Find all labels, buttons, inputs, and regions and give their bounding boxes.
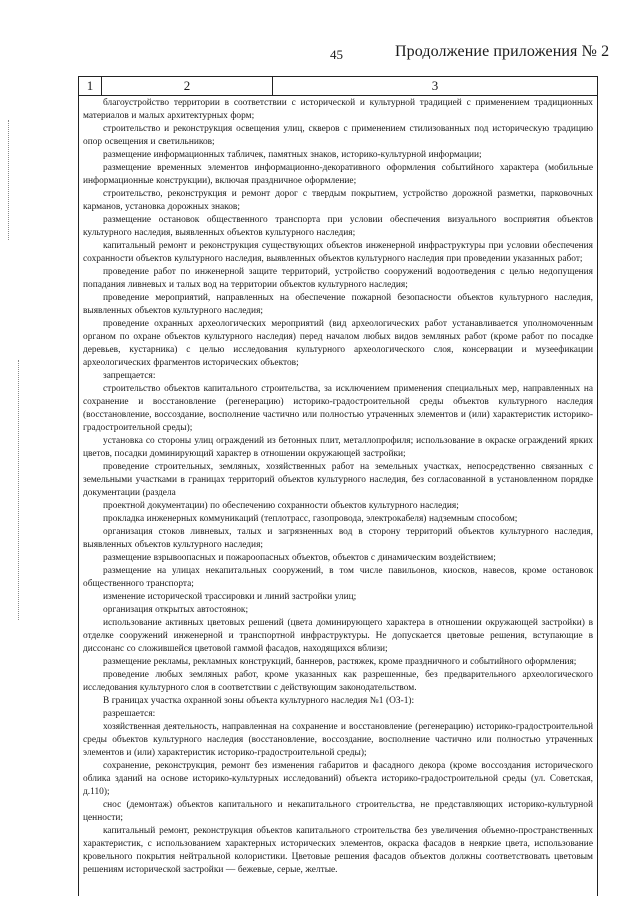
text-paragraph: прокладка инженерных коммуникаций (теплотрасс, газопровода, электрокабеля) надземным способом; xyxy=(103,514,518,524)
text-paragraph: запрещается: xyxy=(103,371,156,381)
table-header-row xyxy=(78,76,598,96)
text-paragraph: разрешается: xyxy=(103,709,156,719)
text-paragraph: изменение исторической трассировки и линий застройки улиц; xyxy=(103,592,357,602)
text-paragraph: проведение мероприятий, направленных на обеспечение пожарной безопасности объектов культурного наследия, выявленных объектов культурного наследия; xyxy=(83,293,593,316)
table-body-cell xyxy=(78,96,598,896)
text-paragraph: размещение временных элементов информационно-декоративного оформления событийного характера (мобильные информационные конструкции), включая праздничное оформление; xyxy=(83,163,593,186)
text-paragraph: организация открытых автостоянок; xyxy=(103,605,249,615)
text-paragraph: В границах участка охранной зоны объекта культурного наследия №1 (ОЗ-1): xyxy=(103,696,415,706)
scan-margin-mark xyxy=(18,360,23,620)
text-paragraph: установка со стороны улиц ограждений из бетонных плит, металлопрофиля; использование в окраске ограждений ярких цветов, посадки доминирующий характер в отношении окружающей застройки; xyxy=(83,436,593,459)
text-paragraph: проектной документации) по обеспечению сохранности объектов культурного наследия; xyxy=(103,501,459,511)
text-paragraph: размещение взрывоопасных и пожароопасных объектов, объектов с динамическим воздействием; xyxy=(103,553,496,563)
page-number: 45 xyxy=(330,47,343,62)
text-paragraph: размещение информационных табличек, памятных знаков, историко-культурной информации; xyxy=(103,150,482,160)
text-paragraph: проведение охранных археологических мероприятий (вид археологических работ устанавливается уполномоченным органом по охране объектов культурного наследия) перед началом любых видов земляных работ (кроме работ по посадке деревьев, кустарника) с целью исследования культурного археологического слоя, консервации и музеефикации археологических фрагментов исторических объектов; xyxy=(83,319,593,368)
text-paragraph: проведение строительных, земляных, хозяйственных работ на земельных участках, непосредственно связанных с земельными участками в границах территорий объектов культурного наследия, без согласованной в установленном порядке документации (раздела xyxy=(83,462,593,498)
text-paragraph: сохранение, реконструкция, ремонт без изменения габаритов и фасадного декора (кроме воссоздания исторического облика зданий на основе историко-культурных исследований) объекта историко-градостроительной среды (ул. Советская, д.110); xyxy=(83,761,593,797)
text-paragraph: строительство, реконструкция и ремонт дорог с твердым покрытием, устройство дорожной разметки, парковочных карманов, установка дорожных знаков; xyxy=(83,189,593,212)
column-1-header: 1 xyxy=(79,77,102,95)
text-paragraph: размещение на улицах некапитальных сооружений, в том числе павильонов, киосков, навесов, кроме остановок общественного транспорта; xyxy=(83,566,593,589)
column-2-header: 2 xyxy=(102,77,273,95)
column-3-header: 3 xyxy=(431,78,439,93)
text-paragraph: хозяйственная деятельность, направленная на сохранение и восстановление (регенерацию) историко-градостроительной среды объектов культурного наследия (восстановление, воссоздание, восполнение частично или полностью утраченных элементов и (или) характеристик историко-градостроительной среды); xyxy=(83,722,593,758)
text-paragraph: строительство объектов капитального строительства, за исключением применения специальных мер, направленных на сохранение и восстановление (регенерацию) историко-градостроительной среды объектов культурного наследия (восстановление, воссоздание, восполнение частично или полностью утраченных элементов и (или) характеристик историко-градостроительной среды); xyxy=(83,384,593,433)
text-paragraph: проведение работ по инженерной защите территорий, устройство сооружений водоотведения с целью недопущения попадания ливневых и талых вод на территории объектов культурного наследия; xyxy=(83,267,593,290)
text-paragraph: благоустройство территории в соответствии с исторической и культурной традицией с применением традиционных материалов и малых архитектурных форм; xyxy=(83,98,593,121)
text-paragraph: проведение любых земляных работ, кроме указанных как разрешенные, без предварительного археологического исследования культурного слоя в соответствии с действующим законодательством. xyxy=(83,670,593,693)
text-paragraph: размещение рекламы, рекламных конструкций, баннеров, растяжек, кроме праздничного и событийного оформления; xyxy=(103,657,577,667)
text-paragraph: капитальный ремонт, реконструкция объектов капитального строительства без увеличения объемно-пространственных характеристик, с использованием характерных исторических элементов, окраска фасадов в неяркие цвета, использование кровельного покрытия нейтральной колористики. Цветовые решения фасадов объектов должны соответствовать цветовым решениям исторической застройки — бежевые, серые, желтые. xyxy=(83,826,593,875)
scan-margin-mark xyxy=(8,120,13,240)
text-paragraph: капитальный ремонт и реконструкция существующих объектов инженерной инфраструктуры при условии обеспечения сохранности объектов культурного наследия, выявленных объектов культурного наследия при проведении указанных работ; xyxy=(83,241,593,264)
text-paragraph: строительство и реконструкция освещения улиц, скверов с применением стилизованных под историческую традицию опор освещения и светильников; xyxy=(83,124,593,147)
text-paragraph: организация стоков ливневых, талых и загрязненных вод в сторону территорий объектов культурного наследия, выявленных объектов культурного наследия; xyxy=(83,527,593,550)
text-paragraph: снос (демонтаж) объектов капитального и некапитального строительства, не представляющих историко-культурной ценности; xyxy=(83,800,593,823)
appendix-title: Продолжение приложения № 2 xyxy=(395,43,610,60)
text-paragraph: размещение остановок общественного транспорта при условии обеспечения визуального восприятия объектов культурного наследия, выявленных объектов культурного наследия; xyxy=(83,215,593,238)
text-paragraph: использование активных цветовых решений (цвета доминирующего характера в отношении окружающей застройки) в отделке сооружений инженерной и транспортной инфраструктуры. Не допускается цветовые решения, вступающие в диссонанс со сложившейся цветовой гаммой фасадов, находящихся вблизи; xyxy=(83,618,593,654)
